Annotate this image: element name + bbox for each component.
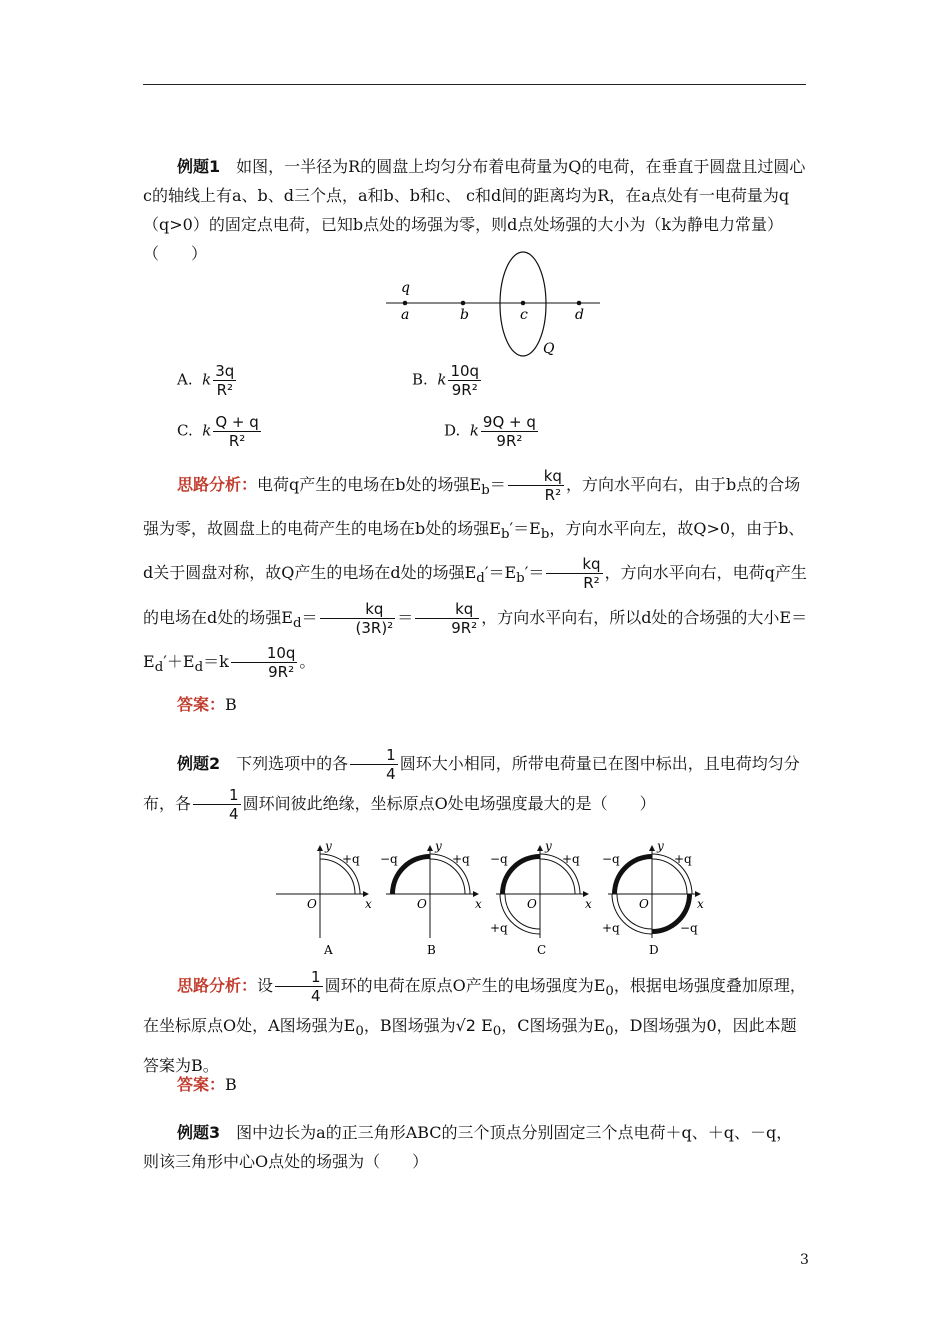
option-d[interactable]: D. k $\frac{9Q + q}{\text{9R²}}$ — [444, 413, 536, 450]
svg-text:−q: −q — [680, 921, 698, 935]
svg-text:−q: −q — [602, 852, 620, 866]
header-rule — [143, 84, 806, 85]
svg-text:+q: +q — [674, 852, 692, 866]
point-c — [521, 301, 526, 306]
option-a[interactable]: A. k $\frac{3q}{\text{R²}}$ — [177, 362, 235, 399]
svg-text:O: O — [639, 897, 649, 911]
figure-d — [602, 839, 704, 957]
svg-text:y: y — [545, 839, 552, 853]
svg-text:y: y — [435, 839, 442, 853]
example-1-label: 例题1 — [177, 157, 221, 176]
svg-text:x: x — [475, 897, 482, 911]
svg-text:A: A — [324, 943, 333, 957]
example-2-label: 例题2 — [177, 754, 221, 773]
svg-text:x: x — [365, 897, 372, 911]
example-1-text: 如图，一半径为R的圆盘上均匀分布着电荷量为Q的电荷，在垂直于圆盘且过圆心c的轴线上有a、b、d三个点，a和b、b和c、 c和d间的距离均为R，在a点处有一电荷量为q（q>0）的固定点电荷，已知b点处的场强为零，则d点处场强的大小为（k为静电力常量）（ ） — [143, 157, 806, 263]
svg-text:+q: +q — [452, 852, 470, 866]
example-1-figure — [384, 252, 604, 362]
option-b[interactable]: B. k $\frac{10q}{\text{9R²}}$ — [412, 362, 480, 399]
svg-text:y: y — [657, 839, 664, 853]
svg-text:O: O — [527, 897, 537, 911]
option-c[interactable]: C. k $\frac{Q + q}{\text{R²}}$ — [177, 413, 259, 450]
point-b — [461, 301, 466, 306]
example-2-analysis: 思路分析：设 $\frac{1}{4}$ 圆环的电荷在原点O产生的电场强度为$E_0$，根据电场强度叠加原理，在坐标原点O处，A图场强为$E_0$，B图场强为√2 $E_0$，C图场强为$E_0$，D图场强为0，因此本题答案为B。 — [143, 968, 806, 1076]
figure-c — [490, 839, 592, 957]
svg-text:B: B — [427, 943, 436, 957]
example-2-answer: 答案：B — [177, 1075, 237, 1094]
example-1-answer: 答案：B — [177, 695, 237, 714]
sqrt-two: √2 — [455, 1016, 476, 1036]
example-3-label: 例题3 — [177, 1123, 221, 1142]
figure-a — [276, 839, 372, 957]
example-1-question — [143, 152, 808, 268]
svg-text:y: y — [325, 839, 332, 853]
point-d — [577, 301, 582, 306]
svg-text:+q: +q — [342, 852, 360, 866]
svg-text:−q: −q — [380, 852, 398, 866]
example-3-question: 例题3 图中边长为a的正三角形ABC的三个顶点分别固定三个点电荷＋q、＋q、－q，则该三角形中心O点处的场强为（ ） — [143, 1123, 793, 1171]
label-c: c — [520, 307, 528, 323]
example-2-question: 例题2 下列选项中的各 $\frac{1}{4}$ 圆环大小相同，所带电荷量已在图中标出，且电荷均匀分布，各 $\frac{1}{4}$ 圆环间彼此绝缘，坐标原点O处电场强度最大的是（ ） — [143, 746, 800, 823]
analysis-label: 思路分析： — [177, 475, 258, 494]
svg-text:C: C — [537, 943, 547, 957]
option-c-fraction: $\frac{Q + q}{\text{R²}}$ — [215, 413, 259, 450]
option-d-fraction: $\frac{9Q + q}{\text{9R²}}$ — [482, 413, 536, 450]
svg-text:+q: +q — [602, 921, 620, 935]
svg-text:O: O — [417, 897, 427, 911]
point-a — [403, 301, 408, 306]
svg-text:+q: +q — [562, 852, 580, 866]
svg-text:+q: +q — [490, 921, 508, 935]
svg-text:D: D — [649, 943, 659, 957]
label-d: d — [575, 307, 584, 323]
label-q: q — [401, 280, 410, 296]
svg-text:O: O — [307, 897, 317, 911]
example-1-analysis: 思路分析：电荷q产生的电场在b处的场强$E_b=$ $\frac{kq}{\text{R²}}$ ，方向水平向右，由于b点的合场强为零，故圆盘上的电荷产生的电场在b处的场强$E_b'=E_b$，方向水平向左，故Q>0，由于b、d关于圆盘对称，故Q产生的电场在d处的场强$E_d'=E_b'=$ $\frac{kq}{\text{R²}}$ ，方向水平向右，电荷q产生的电场在d处的场强$E_d=$ $\frac{kq}{\text{(3R)²}}$ ＝ $\frac{kq}{\text{9R²}}$ ，方向水平向右，所以d处的合场强的大小$E=E_d'+E_d=k$ $\frac{10q}{\text{9R²}}$ 。 — [143, 467, 808, 681]
example-2-figures — [276, 838, 716, 960]
label-b: b — [460, 307, 469, 323]
option-a-fraction: $\frac{3q}{\text{R²}}$ — [215, 362, 235, 399]
svg-text:−q: −q — [490, 852, 508, 866]
page-number: 3 — [800, 1252, 809, 1268]
figure-b — [380, 839, 482, 957]
svg-text:x: x — [697, 897, 704, 911]
label-a: a — [401, 307, 410, 323]
svg-text:x: x — [585, 897, 592, 911]
label-Q: Q — [543, 341, 555, 357]
option-b-fraction: $\frac{10q}{\text{9R²}}$ — [450, 362, 480, 399]
